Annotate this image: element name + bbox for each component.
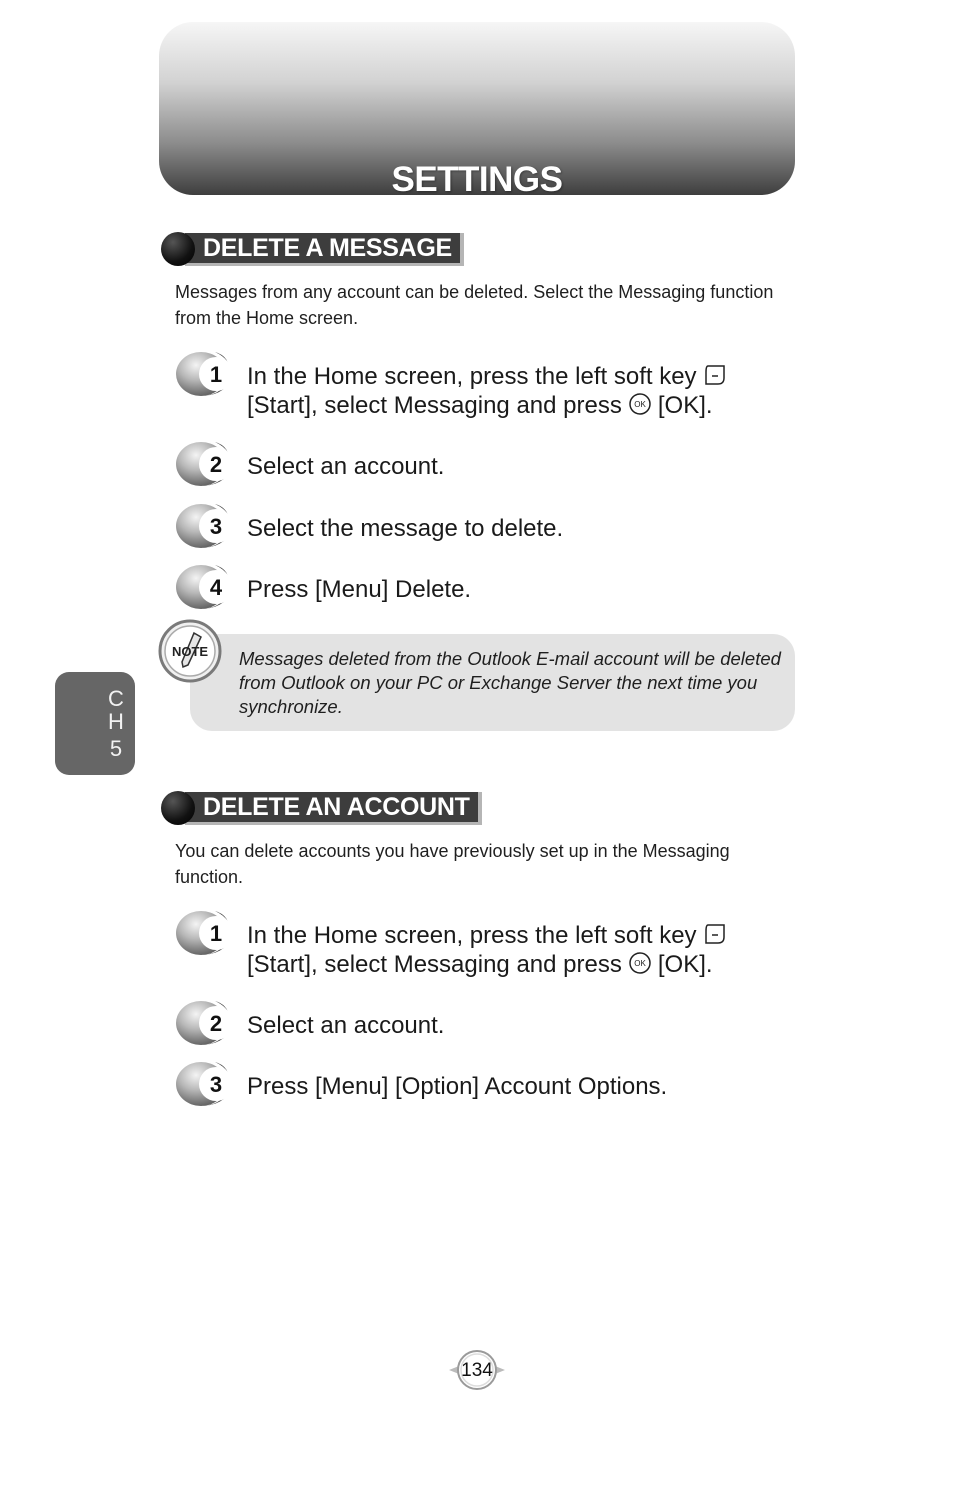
chapter-tab bbox=[55, 672, 135, 775]
step-text bbox=[247, 362, 807, 420]
step-text-part: [Start], select Messaging and press bbox=[247, 951, 622, 978]
step-item bbox=[175, 440, 795, 490]
page-header bbox=[159, 22, 795, 199]
chapter-tab-letter: H bbox=[108, 709, 124, 734]
step-number: 1 bbox=[209, 362, 223, 387]
step-text: Press [Menu] [Option] Account Options. bbox=[247, 1073, 668, 1100]
note-icon-label: NOTE bbox=[171, 644, 209, 659]
left-soft-key-icon bbox=[703, 363, 727, 387]
step-number: 2 bbox=[209, 452, 223, 477]
section-intro: You can delete accounts you have previously set up in the Messaging function. bbox=[175, 841, 730, 887]
note-box bbox=[190, 634, 795, 731]
step-text: Select the message to delete. bbox=[247, 515, 564, 542]
step-item bbox=[175, 1060, 795, 1110]
step-number: 1 bbox=[209, 921, 223, 946]
ok-key-icon bbox=[628, 951, 652, 975]
section-bullet-icon bbox=[161, 232, 195, 266]
step-text-part: In the Home screen, press the left soft key bbox=[247, 922, 697, 949]
section-bullet-icon bbox=[161, 791, 195, 825]
step-text: Select an account. bbox=[247, 1012, 445, 1039]
step-item bbox=[175, 563, 795, 613]
section-title: DELETE AN ACCOUNT bbox=[185, 792, 482, 825]
step-text-part: [OK]. bbox=[657, 392, 713, 419]
page-number: 134 bbox=[461, 1360, 493, 1381]
svg-text:OK: OK bbox=[634, 959, 646, 968]
left-soft-key-icon bbox=[703, 922, 727, 946]
step-item bbox=[175, 502, 795, 552]
note-pencil-icon bbox=[158, 619, 222, 683]
step-number: 2 bbox=[209, 1011, 223, 1036]
step-text-part: [Start], select Messaging and press bbox=[247, 392, 622, 419]
step-number: 3 bbox=[209, 1072, 223, 1097]
section-intro: Messages from any account can be deleted. Select the Messaging function from the Home screen. bbox=[175, 282, 774, 328]
step-item bbox=[175, 350, 795, 419]
page-title: SETTINGS bbox=[391, 160, 563, 199]
step-text bbox=[247, 921, 807, 979]
svg-text:OK: OK bbox=[634, 400, 646, 409]
chapter-tab-letter: C bbox=[108, 686, 124, 711]
page-number-badge bbox=[447, 1348, 507, 1392]
step-number: 3 bbox=[209, 514, 223, 539]
step-item bbox=[175, 909, 795, 978]
section-title: DELETE A MESSAGE bbox=[185, 233, 464, 266]
step-item bbox=[175, 999, 795, 1049]
step-text-part: [OK]. bbox=[657, 951, 713, 978]
chapter-tab-number: 5 bbox=[109, 736, 123, 761]
step-number: 4 bbox=[209, 575, 223, 600]
step-text: Press [Menu] Delete. bbox=[247, 576, 472, 603]
step-text-part: In the Home screen, press the left soft key bbox=[247, 363, 697, 390]
note-text: Messages deleted from the Outlook E-mail account will be deleted from Outlook on your PC or Exchange Server the next time you synchronize. bbox=[239, 648, 781, 717]
ok-key-icon bbox=[628, 392, 652, 416]
step-text: Select an account. bbox=[247, 453, 445, 480]
